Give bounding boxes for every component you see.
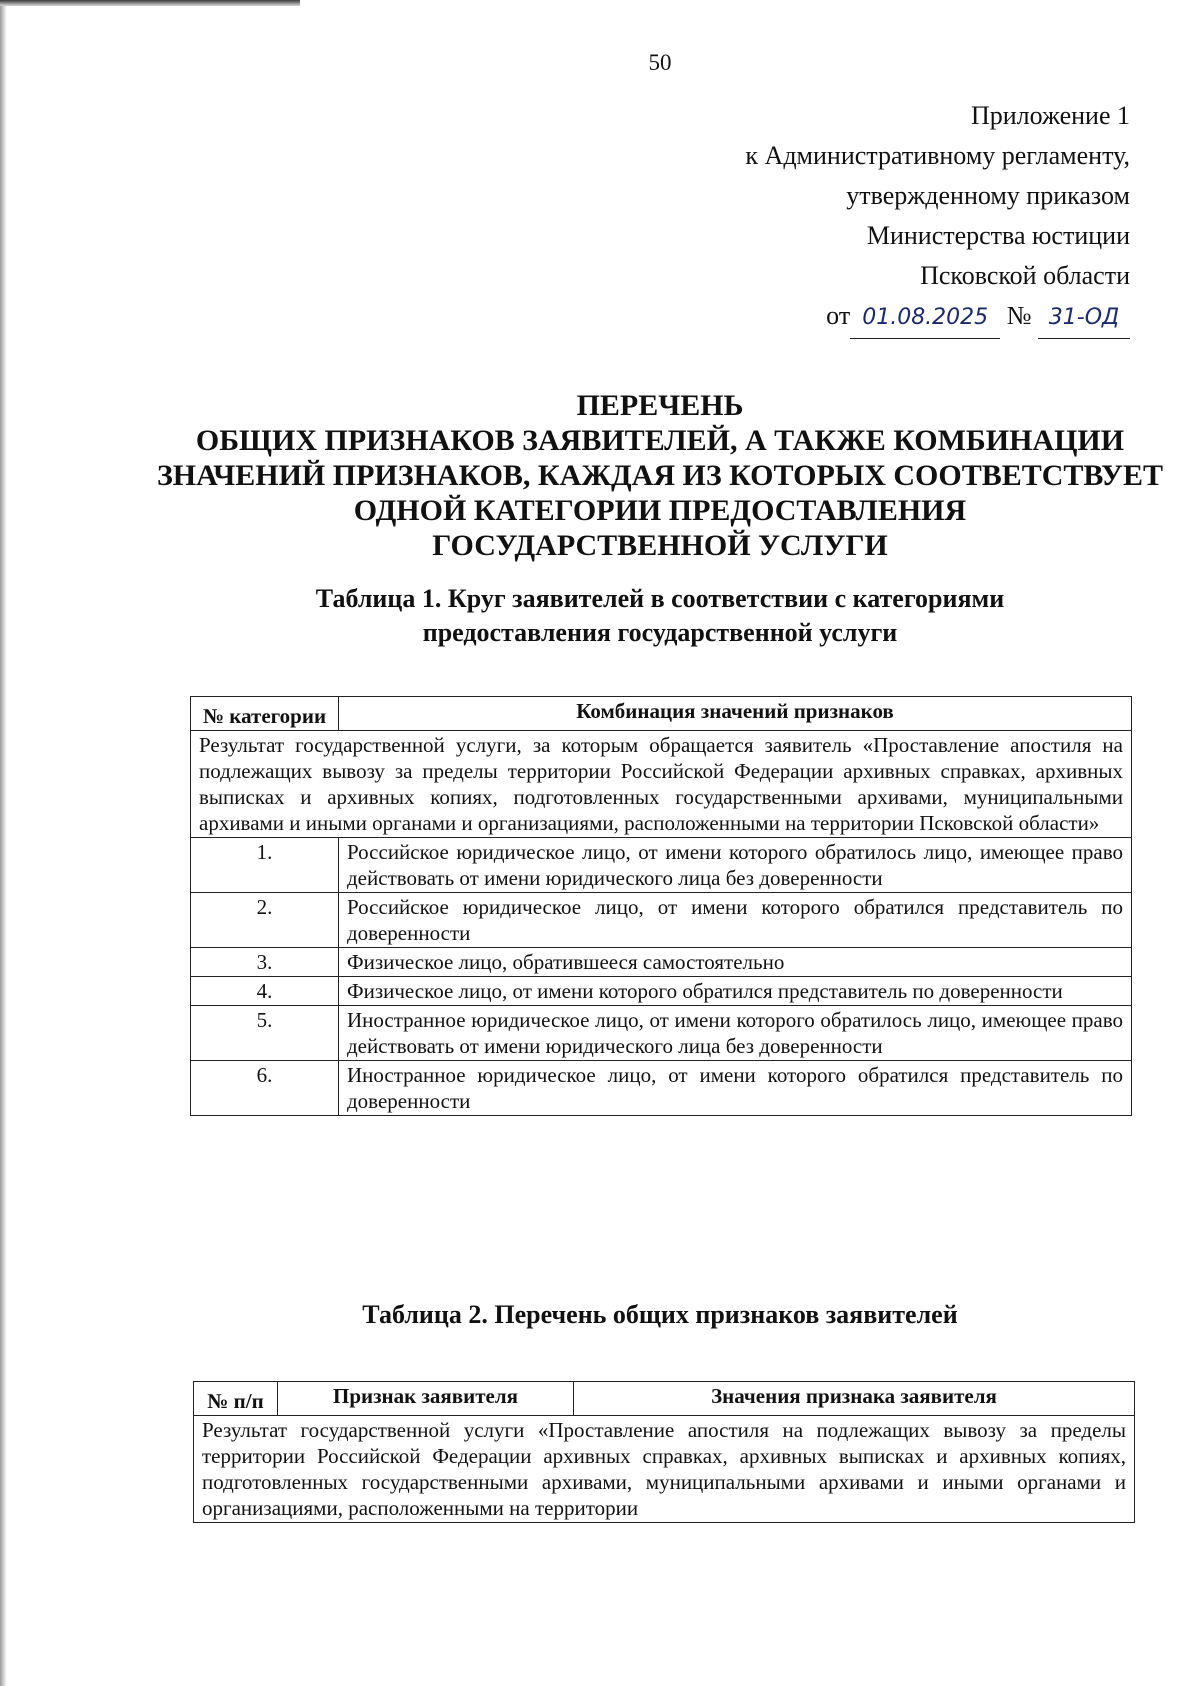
table1-header-row [191, 697, 1132, 731]
scan-top-edge [0, 0, 300, 6]
category-number: 3. [191, 948, 339, 977]
title-line: ЗНАЧЕНИЙ ПРИЗНАКОВ, КАЖДАЯ ИЗ КОТОРЫХ СООТВЕТСТВУЕТ [156, 459, 1164, 492]
category-number: 5. [191, 1006, 339, 1061]
approval-line [570, 296, 1130, 339]
category-description: Российское юридическое лицо, от имени которого обратилось лицо, имеющее право действовать от имени юридического лица без доверенности [339, 838, 1132, 893]
category-description: Физическое лицо, обратившееся самостоятельно [339, 948, 1132, 977]
category-number: 6. [191, 1061, 339, 1116]
table2-header-row [194, 1382, 1135, 1416]
table2-col-header-attribute: Признак заявителя [278, 1382, 574, 1416]
table2-heading: Таблица 2. Перечень общих признаков заявителей [362, 1300, 958, 1329]
table-row [191, 1061, 1132, 1116]
appendix-line: к Административному регламенту, [745, 141, 1130, 170]
table1-heading-line: предоставления государственной услуги [422, 618, 898, 647]
appendix-line: Псковской области [920, 261, 1130, 290]
number-prefix: № [1006, 301, 1032, 330]
table1-col-header-combination: Комбинация значений признаков [339, 697, 1132, 731]
table2 [193, 1381, 1135, 1523]
table2-result-row [194, 1416, 1135, 1523]
appendix-block [570, 96, 1130, 339]
page-number: 50 [648, 50, 672, 75]
table1-col-header-category: № категории [191, 697, 339, 731]
table-row [191, 948, 1132, 977]
title-line: ГОСУДАРСТВЕННОЙ УСЛУГИ [432, 529, 888, 562]
table2-result-cell: Результат государственной услуги «Проставление апостиля на подлежащих вывозу за пределы территории Российской Федерации архивных справках, архивных выписках и архивных копиях, подготовленных государственными архивами, муниципальными архивами и иными органами и организациями, расположенными на территории [194, 1416, 1135, 1523]
title-line: ПЕРЕЧЕНЬ [576, 389, 744, 422]
appendix-line: Приложение 1 [970, 101, 1130, 130]
category-description: Иностранное юридическое лицо, от имени которого обратился представитель по доверенности [339, 1061, 1132, 1116]
table2-col-header-values: Значения признака заявителя [574, 1382, 1135, 1416]
category-description: Российское юридическое лицо, от имени которого обратился представитель по доверенности [339, 893, 1132, 948]
table-row [191, 1006, 1132, 1061]
title-line: ОБЩИХ ПРИЗНАКОВ ЗАЯВИТЕЛЕЙ, А ТАКЖЕ КОМБИНАЦИИ [195, 424, 1125, 457]
table-row [191, 893, 1132, 948]
table1 [190, 696, 1132, 1116]
document-title [140, 388, 1180, 563]
date-prefix: от [826, 301, 851, 330]
category-number: 4. [191, 977, 339, 1006]
table-row [191, 838, 1132, 893]
scan-left-edge [0, 0, 7, 1686]
appendix-line: Министерства юстиции [866, 221, 1130, 250]
category-number: 2. [191, 893, 339, 948]
handwritten-number: 31-ОД [1038, 298, 1130, 339]
table1-result-cell: Результат государственной услуги, за которым обращается заявитель «Проставление апостиля на подлежащих вывозу за пределы территории Российской Федерации архивных справках, архивных выписках и архивных копиях, подготовленных государственными архивами, муниципальными архивами и иными органами и организациями, расположенными на территории Псковской области» [191, 731, 1132, 838]
table-row [191, 977, 1132, 1006]
handwritten-date: 01.08.2025 [850, 298, 1000, 339]
category-description: Физическое лицо, от имени которого обратился представитель по доверенности [339, 977, 1132, 1006]
appendix-line: утвержденному приказом [846, 181, 1130, 210]
table2-col-header-number: № п/п [194, 1382, 278, 1416]
category-number: 1. [191, 838, 339, 893]
table1-heading [180, 582, 1140, 650]
table1-result-row [191, 731, 1132, 838]
table1-heading-line: Таблица 1. Круг заявителей в соответствии с категориями [315, 584, 1005, 613]
title-line: ОДНОЙ КАТЕГОРИИ ПРЕДОСТАВЛЕНИЯ [353, 494, 967, 527]
category-description: Иностранное юридическое лицо, от имени которого обратилось лицо, имеющее право действовать от имени юридического лица без доверенности [339, 1006, 1132, 1061]
